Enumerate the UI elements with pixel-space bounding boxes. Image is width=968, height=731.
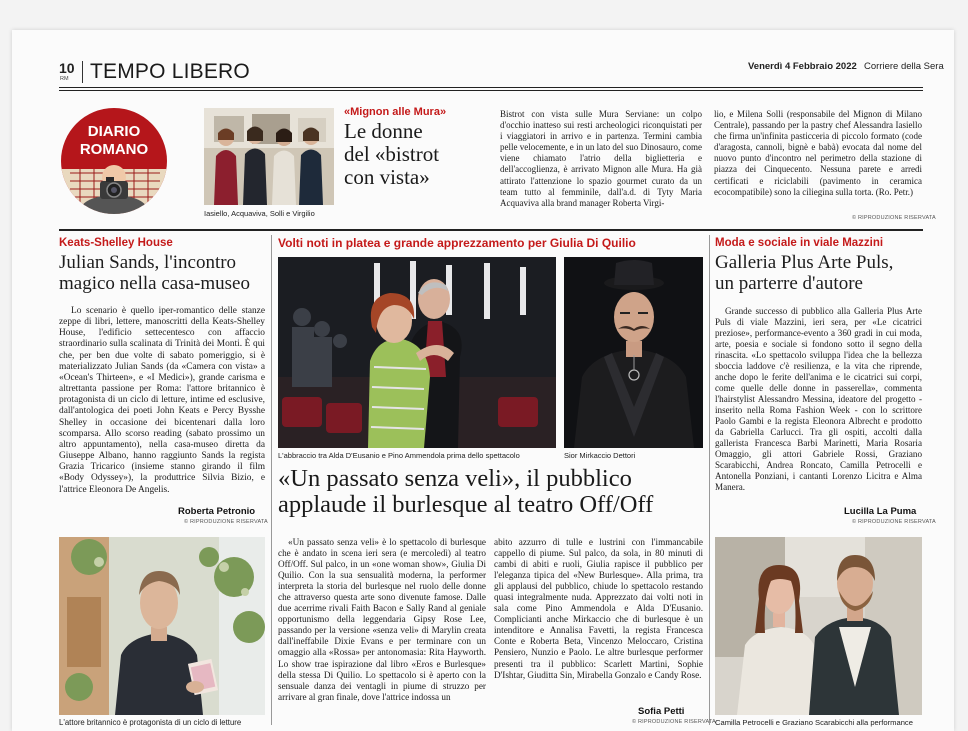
- header-rule: [59, 87, 923, 88]
- section-title: TEMPO LIBERO: [90, 60, 250, 83]
- right-headline-line-2: un parterre d'autore: [715, 273, 863, 294]
- diario-romano-logo: [60, 107, 168, 215]
- julian-sands-caption: L'attore britannico è protagonista di un ciclo di letture: [59, 718, 242, 727]
- left-story-byline: Roberta Petronio: [178, 506, 256, 517]
- left-story-kicker: Keats-Shelley House: [59, 237, 173, 249]
- header-divider: [82, 61, 83, 83]
- top-story-rights: © RIPRODUZIONE RISERVATA: [852, 215, 936, 221]
- right-headline-line-1: Galleria Plus Arte Puls,: [715, 252, 894, 273]
- abbraccio-photo: [278, 257, 556, 448]
- left-story-rights: © RIPRODUZIONE RISERVATA: [184, 519, 268, 525]
- header-rule-2: [59, 90, 923, 91]
- newspaper-page: [12, 30, 954, 731]
- page-number: 10: [59, 60, 75, 76]
- logo-line-2: ROMANO: [79, 141, 149, 158]
- right-story-headline: [715, 252, 925, 294]
- center-headline-line-1: «Un passato senza veli», il pubblico: [278, 465, 632, 492]
- center-story-kicker: Volti noti in platea e grande apprezzamento per Giulia Di Quilio: [278, 236, 636, 250]
- mirkaccio-photo: [564, 257, 703, 448]
- top-headline-line-1: Le donne: [344, 119, 423, 143]
- right-story-text: Grande successo di pubblico alla Galleria Plus Arte Puls di viale Mazzini, ieri sera, per «Le cicatrici preziose», performance-evento a 360 gradi in cui moda, arte, poesia e sociale si fondono sotto il segno della rinascita. «Lo spettacolo sviluppa l'idea che la bellezza sboccia laddove c'è resilienza, e la vita che riprende, anche dopo le ferite dell'anima e le cicatrici sui corpi, come quelle delle donne in passerella», commenta l'hairstylist Alessandro Messina, ideatore del progetto - inserito nella Roma Fashion Week - con lo scrittore Paolo Gambi e la regista Eleonora Albrecht e prodotto da Gabriella Carlucci. Tra gli ospiti, accolti dalla gallerista Francesca Barbi Marinetti, Maria Rosaria Omaggio, gli attori Gabriele Rossi, Graziano Scarabicchi, Andrea Roncato, Camilla Petrocelli e Antonella Ponziani, i cantanti Lorenzo Licitra e Alma Manera.: [715, 306, 922, 492]
- center-story-headline: [278, 466, 706, 518]
- mirkaccio-caption: Sior Mirkaccio Dettori: [564, 451, 636, 460]
- right-story-kicker: Moda e sociale in viale Mazzini: [715, 237, 884, 249]
- top-story-headline: [344, 120, 494, 189]
- mignon-photo: [204, 108, 334, 205]
- issue-date: Venerdì 4 Febbraio 2022: [748, 61, 857, 72]
- page-header: [12, 30, 954, 88]
- center-story-column-1: «Un passato senza veli» è lo spettacolo di burlesque che è andato in scena ieri sera (e mercoledì) al teatro Off/Off. Sul palco, in un «one woman show», Giulia Di Quilio. Con la sua sensualità moderna, la performer interpreta la storia del burlesque nel ruolo delle donne che attraverso questa arte sono divenute famose. Dalle due acerrime rivali Faith Bacon e Sally Rand al geniale opportunismo della leggendaria Gipsy Rose Lee, passando per la versione «senza veli» di Marylin creata dall'ineffabile Dixie Evans e per terminare con un omaggio alla «Rossa» per antonomasia: Rita Hayworth. Lo show trae ispirazione dal libro «Eros e Burlesque» della stessa Di Quilio. Lo spettacolo si è aperto con la sensuale danza dei ventagli in piume di struzzo per arrivare al gran finale, dove l'attrice indossa un: [278, 537, 486, 702]
- column-divider-right: [709, 235, 710, 725]
- left-headline-line-2: magico nella casa-museo: [59, 273, 250, 294]
- top-story-column-2: lio, e Milena Solli (responsabile del Mignon di Milano Centrale), passando per la pastry chef Alessandra Iasiello che firma un'infinita pasticceria di piccolo formato (code d'aragosta, cannoli, bignè e babà) evocata dal nome del nuovo punto d'incontro nel perimetro della stazione di piazza dei Cinquecento. Nessuna parete e arredi certificati e riciclabili (pavimento in ceramica ecocompatibile) sono la ciliegina sulla torta. (Ro. Petr.): [714, 109, 922, 197]
- galleria-caption: Camilla Petrocelli e Graziano Scarabicchi alla performance: [715, 718, 913, 727]
- top-headline-line-3: con vista»: [344, 165, 430, 189]
- logo-line-1: DIARIO: [87, 123, 141, 140]
- center-story-byline: Sofia Petti: [638, 706, 685, 717]
- mignon-photo-caption: Iasiello, Acquaviva, Solli e Virgilio: [204, 209, 315, 218]
- top-story-column-1: Bistrot con vista sulle Mura Serviane: un colpo d'occhio inatteso sui resti archeologici riconquistati per i viaggiatori in arrivo e in partenza. Termini cambia pelle velocemente, e in un lato del suo Dinosauro, come viene chiamato l'atrio della biglietteria e dell'accoglienza, è arrivato Mignon alle Mura. Ha già attirato l'attenzione lo spazio gourmet curato da un team tutto al femminile, dall'a.d. di Tyty Maria Acquaviva alla brand manager Roberta Virgi-: [500, 109, 702, 208]
- newspaper-name: Corriere della Sera: [864, 61, 944, 72]
- column-divider-left: [271, 235, 272, 725]
- top-section-rule: [59, 229, 923, 231]
- abbraccio-caption: L'abbraccio tra Alda D'Eusanio e Pino Ammendola prima dello spettacolo: [278, 451, 520, 460]
- right-story-byline: Lucilla La Puma: [844, 506, 917, 517]
- julian-sands-photo: [59, 537, 265, 715]
- center-headline-line-2: applaude il burlesque al teatro Off/Off: [278, 491, 654, 518]
- left-headline-line-1: Julian Sands, l'incontro: [59, 252, 237, 273]
- center-story-column-2: abito azzurro di tulle e lustrini con l'immancabile cappello di piume. Sul palco, da sola, in 80 minuti di cambi di abiti e ruoli, Giulia rapisce il pubblico per l'eleganza tipica del «New Burlesque». Alla prima, tra gli applausi del pubblico, chiude lo spettacolo restando quasi integralmente nuda. Apprezzato dai volti noti in sala come Pino Ammendola e Alda D'Eusanio. Complicianti anche Mirkaccio che di burlesque è un intenditore e Annalisa Favetti, la regista Francesca Conte e Roberta Beta, Vincenzo Meloccaro, Cristina Pensiero, Nunzio e Paolo. Le altre burlesque performer presenti tra il pubblico: Scarlett Martini, Sophie D'Ishtar, Giuditta Sin, Mirabella Gonzalo e Candy Rose.: [494, 537, 703, 680]
- right-story-rights: © RIPRODUZIONE RISERVATA: [852, 519, 936, 525]
- page-region: RM: [60, 76, 69, 82]
- top-headline-line-2: del «bistrot: [344, 142, 440, 166]
- left-story-headline: [59, 252, 269, 294]
- left-story-text: Lo scenario è quello iper-romantico delle stanze zeppe di libri, lettere, manoscritti della Keats-Shelley House, l'edificio settecentesco con affaccio straordinario sulla scalinata di Trinità dei Monti. È qui che, per ben due volte di sabato pomeriggio, si è materializzato Julian Sands (da «Camera con vista» a «Ocean's Thirteen», e «I Medici»), grande carisma e altrettanta passione per Roma: l'attore britannico è protagonista di un ciclo di letture, intime ed esclusive, dall'antologica dei poeti John Keats e Percy Bysshe Shelley in occasione dei bicentenari dalla loro scomparsa. Allo scorso reading (sabato prossimo un altro appuntamento), nella casa-museo diretta da Giuseppe Albano, hanno raggiunto Sands la regista Grazia Tricarico (insieme stanno girando il film «Body Odyssey»), la produttrice Silvia Bizio, e l'attrice Eleonora De Angelis.: [59, 306, 265, 495]
- center-story-rights: © RIPRODUZIONE RISERVATA: [632, 719, 716, 725]
- galleria-photo: [715, 537, 922, 715]
- top-story-kicker: «Mignon alle Mura»: [344, 106, 447, 118]
